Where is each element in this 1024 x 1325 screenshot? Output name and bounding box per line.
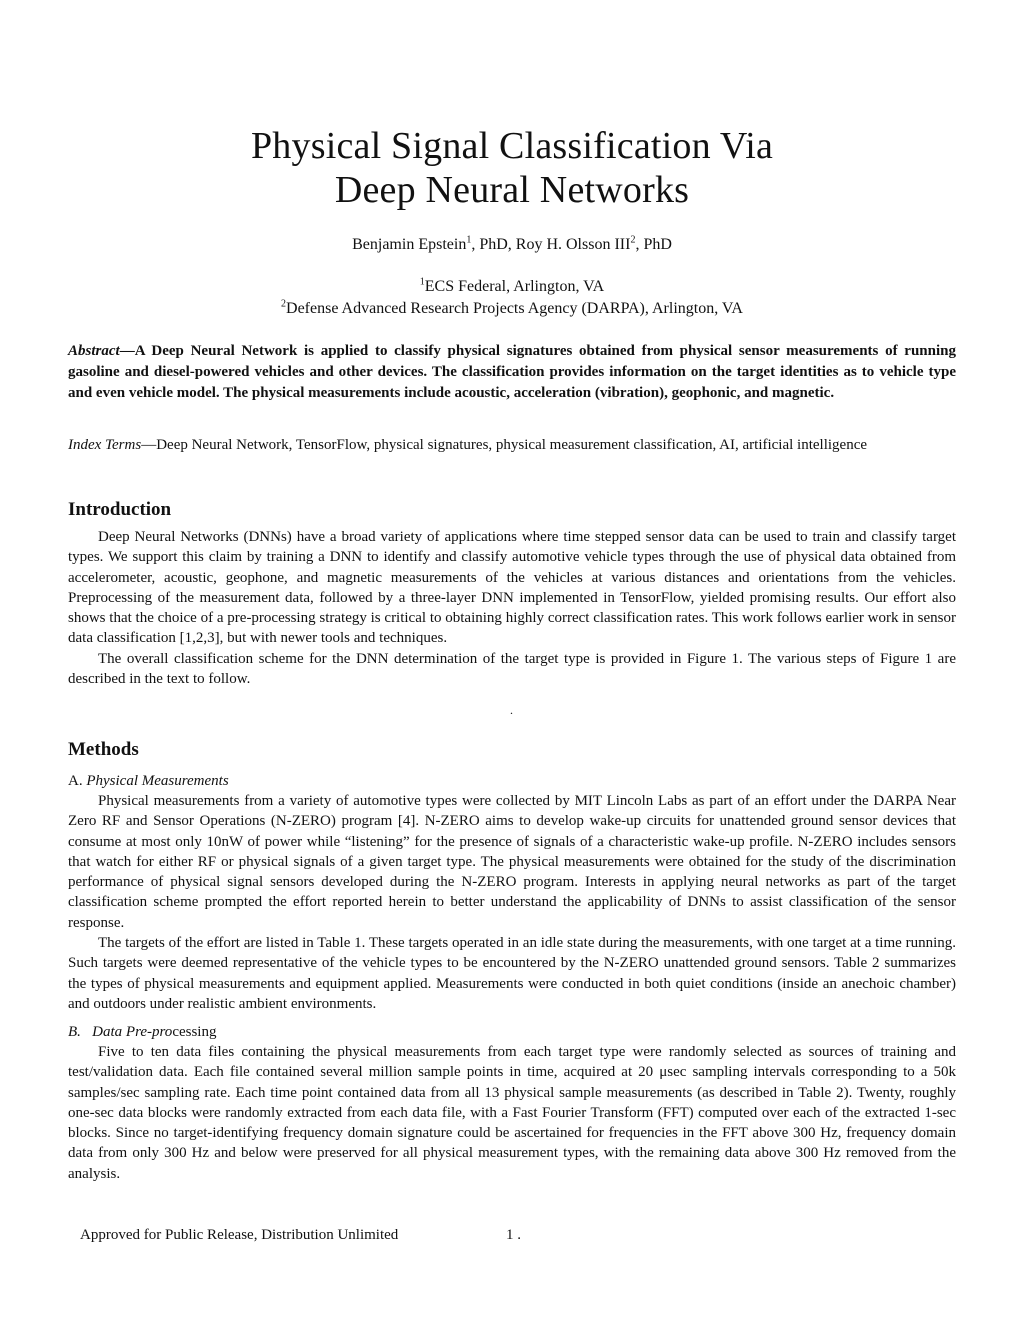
- subsection-a-paragraph-1: Physical measurements from a variety of automotive types were collected by MIT Lincoln Labs as part of an effort under the DARPA Near Zero RF and Sensor Operations (N-ZERO) program [4]. N-ZERO aims to develop wake-up circuits for unattended ground sensor devices that consume at most only 10nW of power while “listening” for the presence of signals of a characteristic wake-up profile. N-ZERO includes sensors that watch for either RF or physical signals of a given target type. The physical measurements were obtained for the study of the discrimination performance of physical signal sensors developed during the N-ZERO program. Interests in applying neural networks as part of the target classification scheme prompted the effort reported herein to better understand the applicability of DNNs to assist classification of the sensor response.: [68, 793, 956, 931]
- paper-title-line-1: Physical Signal Classification Via: [250, 125, 774, 167]
- subsection-b-paragraph-1: Five to ten data files containing the physical measurements from each target type were randomly selected as sources of training and test/validation data. Each file contained several million sample points in time, acquired at 20 μsec sampling intervals corresponding to a 50k samples/sec sampling rate. Each time point contained data from all 13 physical sample measurements (as described in Table 2). Twenty, roughly one-sec data blocks were randomly extracted from each data file, with a Fast Fourier Transform (FFT) computed over each of the extracted 1-sec blocks. Since no target-identifying frequency domain signature could be ascertained for frequencies in the FFT above 300 Hz, frequency domain data from only 300 Hz and below were preserved for all physical measurement types, with the remaining data above 300 Hz removed from the analysis.: [68, 1044, 956, 1182]
- subsection-b-heading: [68, 1022, 216, 1042]
- affiliation-1-mark: 1: [419, 276, 425, 288]
- subsection-b-prefix: B.: [68, 1024, 81, 1040]
- subsection-b-title-rest: cessing: [172, 1024, 217, 1040]
- abstract: [68, 341, 956, 404]
- introduction-heading: Introduction: [68, 499, 172, 520]
- index-terms-text: —Deep Neural Network, TensorFlow, physical signatures, physical measurement classification, AI, artificial intelligence: [141, 437, 868, 453]
- affiliation-2: [0, 298, 1024, 320]
- author-1-name: Benjamin Epstein: [352, 236, 467, 253]
- subsection-a-heading: [68, 771, 229, 791]
- introduction-paragraph-1: Deep Neural Networks (DNNs) have a broad variety of applications where time stepped sensor data can be used to train and classify target types. We support this claim by training a DNN to identify and classify automotive vehicle types through the use of physical data obtained from accelerometer, acoustic, geophone, and magnetic measurements of the vehicles at various distances and orientations from the vehicles. Preprocessing of the measurement data, followed by a three-layer DNN implemented in TensorFlow, yielded promising results. Our effort also shows that the choice of a pre-processing strategy is critical to obtaining highly correct classification rates. This work follows earlier work in sensor data classification [1,2,3], but with newer tools and techniques.: [68, 529, 956, 647]
- page-number: 1 .: [506, 1227, 521, 1243]
- author-2-name: , PhD, Roy H. Olsson III: [471, 236, 631, 253]
- affiliation-1-text: ECS Federal, Arlington, VA: [424, 278, 605, 295]
- subsection-a-prefix: A.: [68, 773, 83, 789]
- author-2-affiliation-mark: 2: [630, 234, 636, 246]
- subsection-a-body: [68, 791, 956, 1014]
- subsection-a-title: Physical Measurements: [86, 773, 229, 789]
- paper-title-line-2: Deep Neural Networks: [334, 169, 690, 211]
- affiliation-2-mark: 2: [281, 298, 287, 310]
- stray-mark: .: [510, 703, 513, 717]
- affiliation-2-text: Defense Advanced Research Projects Agency (DARPA), Arlington, VA: [286, 300, 743, 317]
- subsection-b-body: [68, 1042, 956, 1184]
- author-2-suffix: , PhD: [635, 236, 672, 253]
- introduction-body: [68, 527, 956, 689]
- author-1-affiliation-mark: 1: [466, 234, 472, 246]
- methods-heading: Methods: [68, 739, 139, 760]
- author-line: [0, 234, 1024, 256]
- introduction-paragraph-2: The overall classification scheme for the DNN determination of the target type is provided in Figure 1. The various steps of Figure 1 are described in the text to follow.: [68, 650, 956, 688]
- affiliation-1: [0, 276, 1024, 298]
- subsection-b-title-italic: Data Pre-pro: [92, 1024, 173, 1040]
- index-terms: [68, 435, 956, 456]
- subsection-a-paragraph-2: The targets of the effort are listed in Table 1. These targets operated in an idle state during the measurements, with one target at a time running. Such targets were deemed representative of the vehicle types to be encountered by the N-ZERO unattended ground sensors. Table 2 summarizes the types of physical measurements and equipment applied. Measurements were conducted in both quiet conditions (inside an anechoic chamber) and outdoors under realistic ambient environments.: [68, 935, 956, 1012]
- index-terms-label: Index Terms: [68, 437, 142, 453]
- abstract-text: —A Deep Neural Network is applied to classify physical signatures obtained from physical sensor measurements of running gasoline and diesel-powered vehicles and other devices. The classification provides information on the target identities as to vehicle type and even vehicle model. The physical measurements include acoustic, acceleration (vibration), geophonic, and magnetic.: [68, 343, 956, 401]
- abstract-label: Abstract: [68, 343, 120, 359]
- release-statement: Approved for Public Release, Distribution Unlimited: [80, 1227, 399, 1243]
